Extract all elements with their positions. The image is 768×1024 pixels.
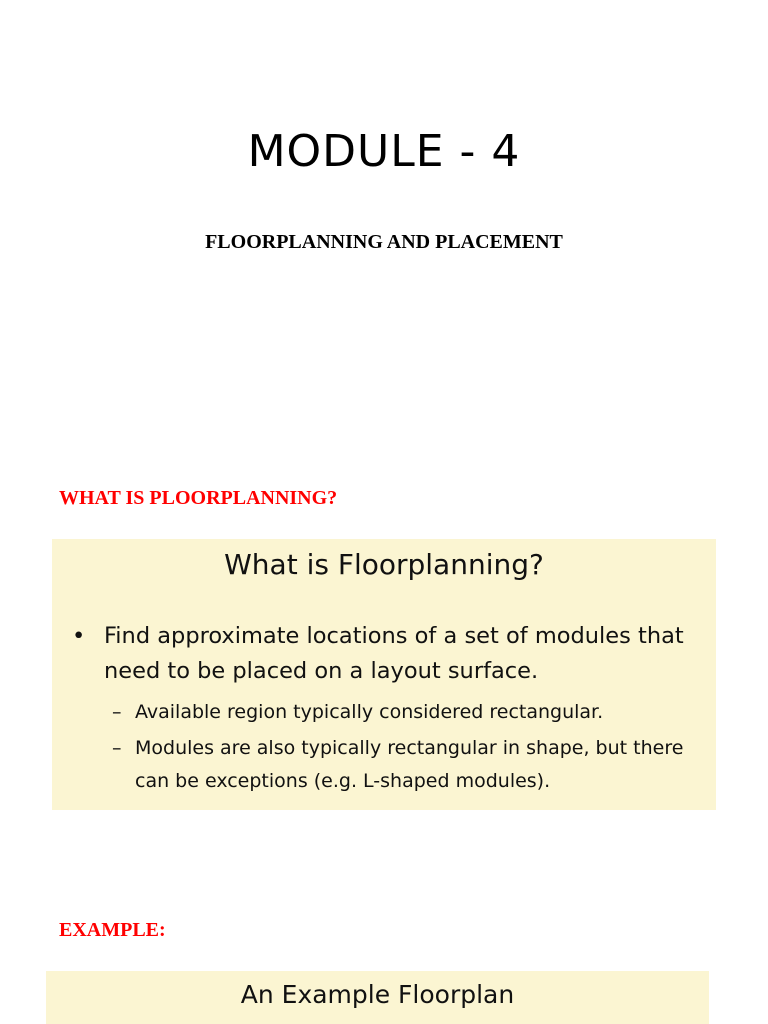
slide-image-what-is-floorplanning <box>52 539 716 810</box>
slide-bullet-text: Find approximate locations of a set of modules that need to be placed on a layout surface. <box>104 623 684 684</box>
bullet-dot-icon: • <box>72 623 86 649</box>
slide-title: What is Floorplanning? <box>224 548 544 581</box>
page-title: MODULE - 4 <box>247 126 521 177</box>
section-heading-what-is: WHAT IS PLOORPLANNING? <box>59 487 338 509</box>
slide-sub-bullet-text: Modules are also typically rectangular in shape, but there can be exceptions (e.g. L-shaped modules). <box>135 737 684 792</box>
slide-sub-bullet <box>112 696 702 729</box>
slide-sub-bullet <box>112 732 702 798</box>
dash-icon: – <box>112 737 122 759</box>
slide-sub-bullet-text: Available region typically considered rectangular. <box>135 701 604 723</box>
page-subtitle: FLOORPLANNING AND PLACEMENT <box>205 231 563 253</box>
section-heading-example: EXAMPLE: <box>59 919 166 941</box>
slide-title: An Example Floorplan <box>240 980 515 1009</box>
dash-icon: – <box>112 701 122 723</box>
slide-bullet <box>72 619 702 689</box>
slide-image-example-floorplan <box>46 971 709 1024</box>
